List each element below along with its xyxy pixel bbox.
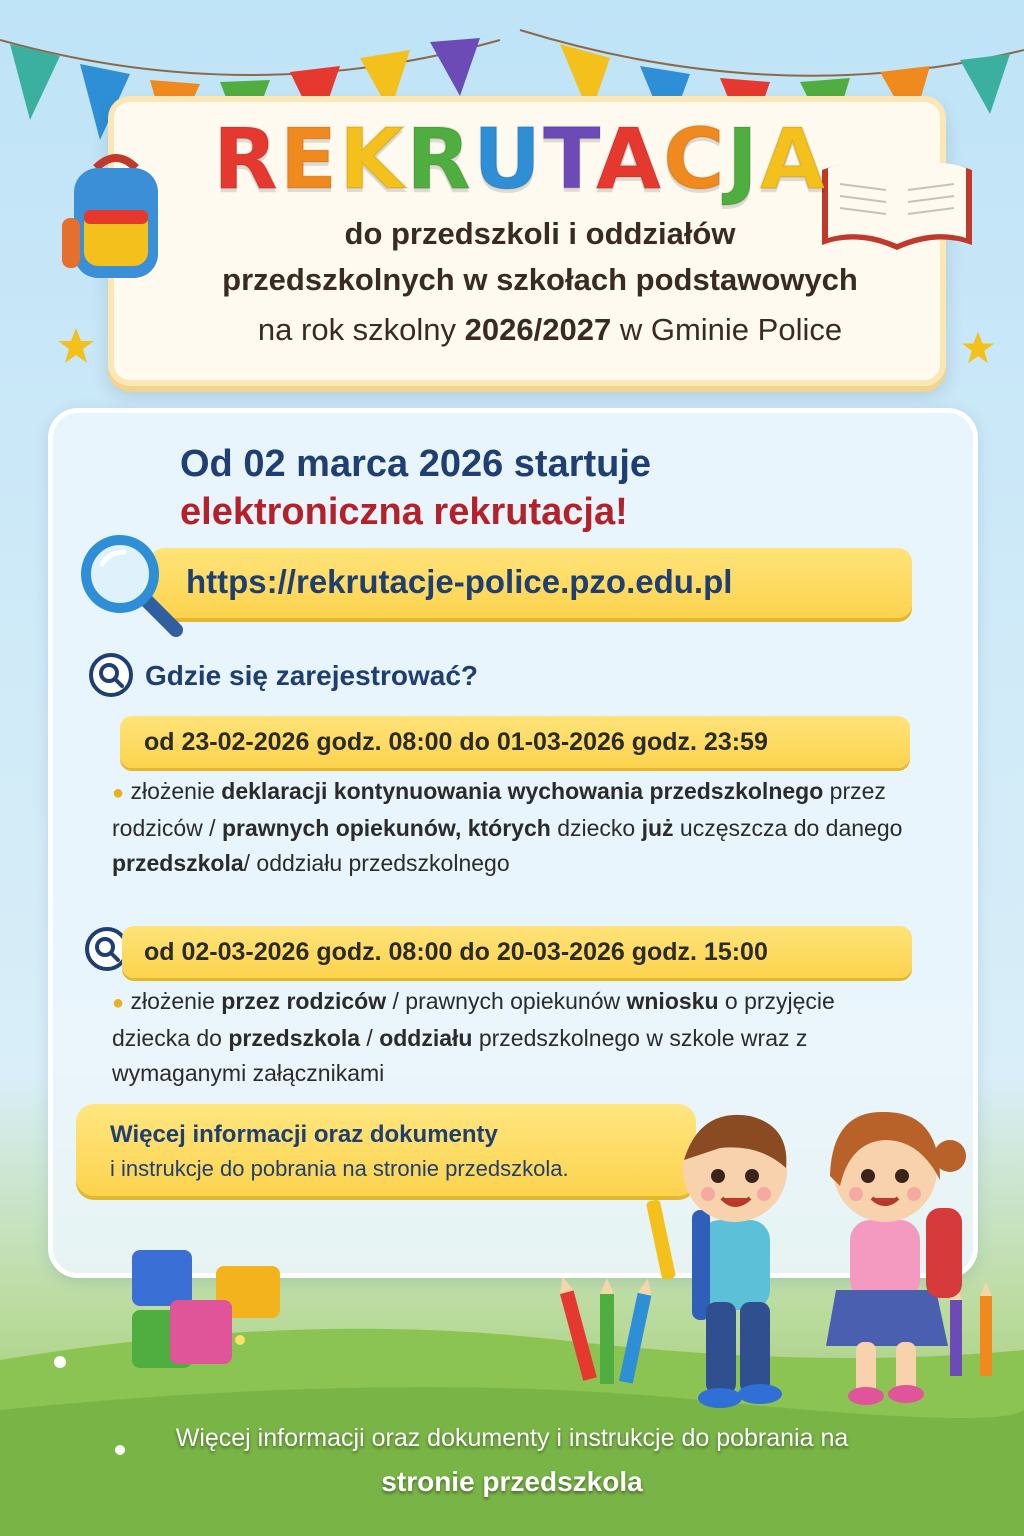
- where-to-register-heading: Gdzie się zarejestrować?: [145, 660, 479, 691]
- description-fragment: / prawnych opiekunów: [386, 988, 627, 1014]
- period-1-dates: od 23-02-2026 godz. 08:00 do 01-03-2026 godz. 23:59: [144, 728, 768, 756]
- description-fragment: wniosku: [626, 988, 719, 1014]
- backpack-icon: [56, 148, 176, 288]
- description-fragment: przedszkolnego w szkole wraz z wymaganymi załącznikami: [112, 1025, 808, 1086]
- school-year-label: na rok szkolny: [257, 312, 457, 347]
- footer-line-1: Więcej informacji oraz dokumenty i instrukcje do pobrania na: [175, 1424, 849, 1452]
- description-fragment: / oddziału przedszkolnego: [243, 850, 510, 876]
- footer-line-2: stronie przedszkola: [381, 1466, 643, 1497]
- subtitle-line-2: przedszkolnych w szkołach podstawowych: [222, 262, 858, 297]
- star-icon: [960, 330, 996, 366]
- period-1-text: [112, 778, 902, 876]
- title-letter: U: [472, 110, 544, 208]
- page-title: [160, 104, 880, 214]
- description-fragment: przedszkola: [228, 1025, 361, 1051]
- description-fragment: o przyjęcie dziecka do: [112, 988, 835, 1051]
- toy-blocks-icon: [126, 1244, 296, 1374]
- description-fragment: złożenie: [130, 778, 222, 804]
- period-2-description: [112, 984, 912, 1091]
- period-2-dates: od 02-03-2026 godz. 08:00 do 20-03-2026 godz. 15:00: [144, 938, 768, 966]
- subtitle-line-3: [160, 308, 940, 352]
- description-fragment: przedszkola: [112, 850, 244, 876]
- title-letter: A: [595, 110, 663, 208]
- description-fragment: oddziału: [379, 1025, 473, 1051]
- description-fragment: uczęszcza do danego: [673, 815, 903, 841]
- headline-electronic-recruitment: elektroniczna rekrutacja!: [180, 491, 628, 533]
- search-circle-icon: [88, 652, 134, 698]
- title-letter: K: [339, 110, 407, 208]
- description-fragment: prawnych opiekunów,: [221, 815, 462, 841]
- description-fragment: przez rodziców: [221, 988, 387, 1014]
- description-fragment: deklaracji kontynuowania wychowania przedszkolnego: [221, 778, 824, 804]
- subtitle-line-1: do przedszkoli i oddziałów: [344, 216, 736, 251]
- description-fragment: przez rodziców /: [112, 778, 886, 841]
- headline-start-date: Od 02 marca 2026 startuje: [180, 443, 652, 485]
- magnifier-icon: [76, 530, 186, 640]
- title-letter: J: [726, 110, 760, 208]
- municipality-label: w Gminie Police: [619, 312, 843, 347]
- school-year-value: 2026/2027: [464, 312, 612, 347]
- description-fragment: /: [360, 1025, 380, 1051]
- title-letter: A: [759, 110, 827, 208]
- bullet-icon: ●: [112, 992, 125, 1014]
- description-fragment: już: [641, 815, 674, 841]
- more-info-line-2: i instrukcje do pobrania na stronie przedszkola.: [110, 1156, 569, 1181]
- title-letter: T: [543, 110, 596, 208]
- recruitment-url-link[interactable]: https://rekrutacje-police.pzo.edu.pl: [186, 563, 733, 600]
- title-letter: R: [406, 110, 473, 208]
- period-1-description: [112, 774, 912, 881]
- title-letter: R: [213, 110, 280, 208]
- bullet-icon: ●: [112, 782, 125, 804]
- children-illustration: [640, 1090, 980, 1420]
- more-info-line-1: Więcej informacji oraz dokumenty: [110, 1121, 498, 1148]
- description-fragment: których: [467, 815, 551, 841]
- description-fragment: dziecko: [550, 815, 642, 841]
- star-icon: [56, 326, 96, 366]
- title-letter: C: [662, 110, 727, 208]
- title-letter: E: [279, 110, 340, 208]
- period-2-text: [112, 988, 835, 1086]
- description-fragment: złożenie: [130, 988, 222, 1014]
